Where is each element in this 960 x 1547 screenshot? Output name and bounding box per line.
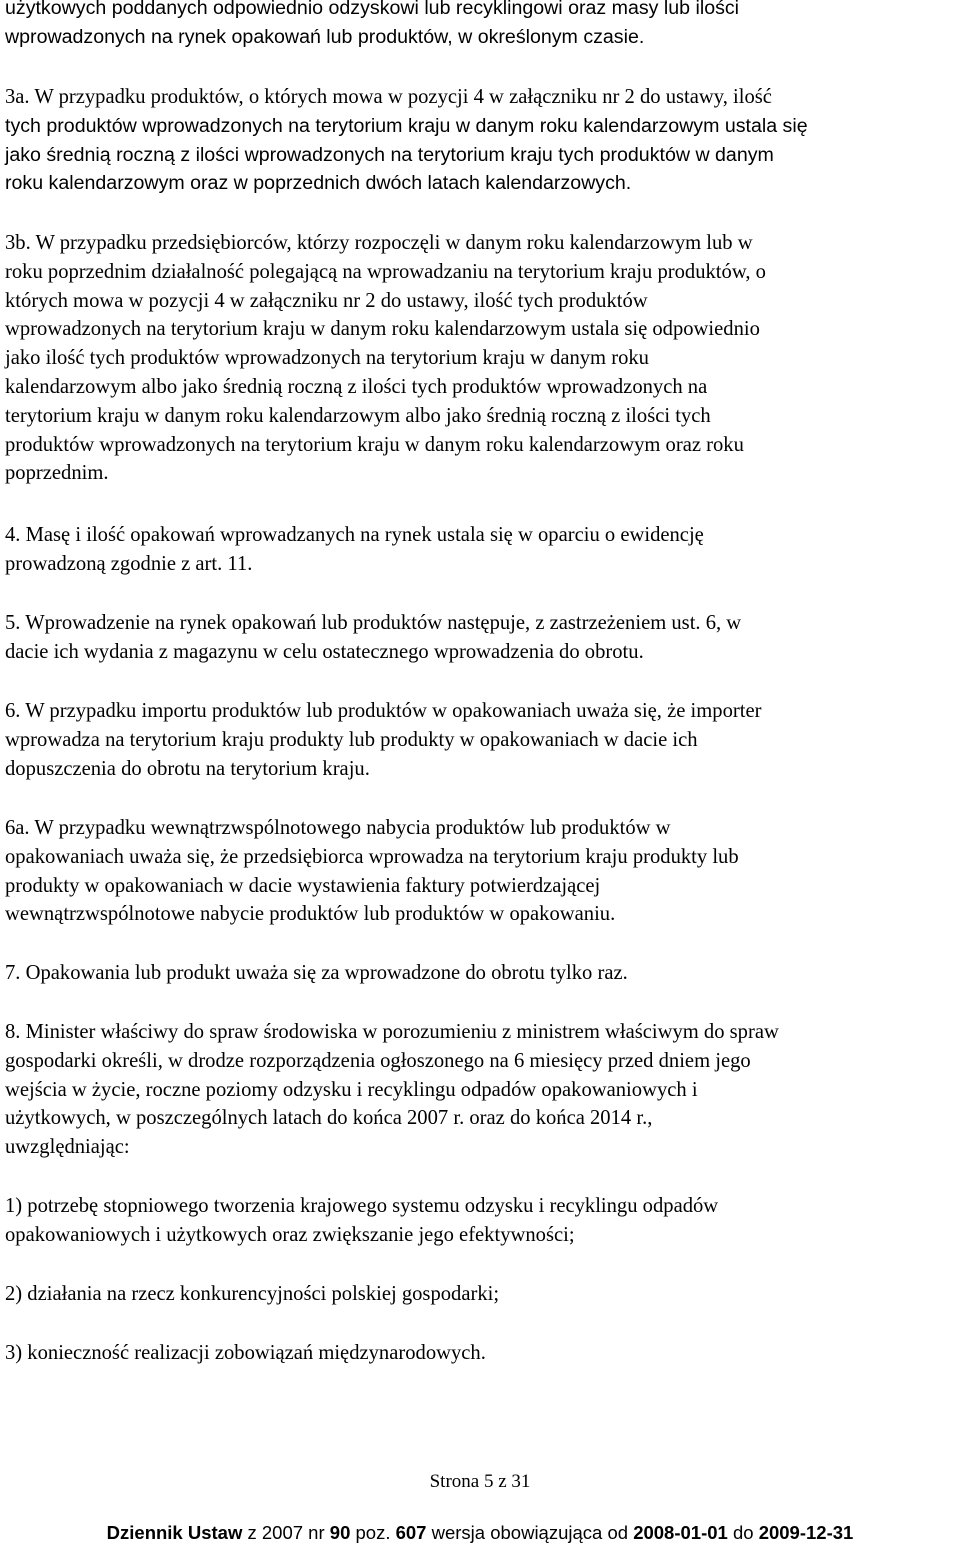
text-line: 6. W przypadku importu produktów lub produktów w opakowaniach uważa się, że importer [5, 700, 762, 722]
list-item-8-2 [5, 1280, 499, 1309]
paragraph-intro [5, 0, 739, 52]
text-line: kalendarzowym albo jako średnią roczną z ilości tych produktów wprowadzonych na [5, 375, 708, 398]
text-line: jako ilość tych produktów wprowadzonych na terytorium kraju w danym roku [5, 347, 649, 370]
text-line: wprowadzonych na terytorium kraju w danym roku kalendarzowym ustala się odpowiednio [5, 318, 760, 341]
text-line: terytorium kraju w danym roku kalendarzowym albo jako średnią roczną z ilości tych [5, 404, 711, 427]
footer-to-label: do [732, 1522, 754, 1543]
text-line: których mowa w pozycji 4 w załączniku nr 2 do ustawy, ilość tych produktów [5, 289, 648, 312]
footer-valid-to: 2009-12-31 [758, 1522, 854, 1543]
text-line: 2) działania na rzecz konkurencyjności polskiej gospodarki; [5, 1283, 500, 1305]
paragraph-3a [5, 83, 808, 198]
footer-journal: Dziennik Ustaw [106, 1522, 243, 1543]
text-line: uwzględniając: [5, 1136, 130, 1159]
text-line: gospodarki określi, w drodze rozporządzenia ogłoszonego na 6 miesięcy przed dniem jego [5, 1049, 751, 1072]
text-line: 8. Minister właściwy do spraw środowiska w porozumieniu z ministrem właściwym do spraw [5, 1021, 779, 1043]
paragraph-8 [5, 1018, 779, 1162]
paragraph-6 [5, 697, 761, 783]
text-line: produktów wprowadzonych na terytorium kraju w danym roku kalendarzowym oraz roku [5, 433, 744, 456]
text-line: poprzednim. [5, 462, 109, 485]
text-line: jako średnią roczną z ilości wprowadzonych na terytorium kraju tych produktów w danym [5, 143, 774, 166]
list-item-8-3 [5, 1339, 486, 1368]
footer-number: 90 [329, 1522, 351, 1543]
text-line: dacie ich wydania z magazynu w celu ostatecznego wprowadzenia do obrotu. [5, 640, 644, 663]
text-line: tych produktów wprowadzonych na terytorium kraju w danym roku kalendarzowym ustala się [5, 114, 808, 137]
text-line: opakowaniowych i użytkowych oraz zwiększanie jego efektywności; [5, 1223, 575, 1246]
paragraph-7 [5, 959, 628, 988]
text-line: wejścia w życie, roczne poziomy odzysku i recyklingu odpadów opakowaniowych i [5, 1078, 698, 1101]
text-line: wprowadza na terytorium kraju produkty lub produkty w opakowaniach w dacie ich [5, 728, 698, 751]
text-line: użytkowych, w poszczególnych latach do końca 2007 r. oraz do końca 2014 r., [5, 1107, 653, 1130]
text-line: roku kalendarzowym oraz w poprzednich dwóch latach kalendarzowych. [5, 172, 632, 195]
footer-valid-from: 2008-01-01 [633, 1522, 728, 1543]
footer-version-label: wersja obowiązująca od [431, 1522, 629, 1543]
text-line: roku poprzednim działalność polegającą na wprowadzaniu na terytorium kraju produktów, o [5, 260, 766, 283]
footer-year-prefix: z 2007 nr [247, 1522, 325, 1543]
text-line: dopuszczenia do obrotu na terytorium kraju. [5, 757, 370, 780]
footer-position: 607 [395, 1522, 427, 1543]
paragraph-5 [5, 609, 741, 667]
text-line: 4. Masę i ilość opakowań wprowadzanych na rynek ustala się w oparciu o ewidencję [5, 524, 704, 546]
text-line: użytkowych poddanych odpowiednio odzyskowi lub recyklingowi oraz masy lub ilości [5, 0, 740, 19]
text-line: wewnątrzwspólnotowe nabycie produktów lub produktów w opakowaniu. [5, 903, 616, 926]
text-line: wprowadzonych na rynek opakowań lub produktów, w określonym czasie. [5, 25, 645, 48]
text-line: 6a. W przypadku wewnątrzwspólnotowego nabycia produktów lub produktów w [5, 817, 671, 839]
text-line: 3b. W przypadku przedsiębiorców, którzy rozpoczęli w danym roku kalendarzowym lub w [5, 232, 753, 254]
list-item-8-1 [5, 1192, 718, 1250]
document-footer [0, 1522, 960, 1544]
text-line: 7. Opakowania lub produkt uważa się za wprowadzone do obrotu tylko raz. [5, 962, 628, 984]
text-line: 3) konieczność realizacji zobowiązań międzynarodowych. [5, 1342, 486, 1364]
text-line: 1) potrzebę stopniowego tworzenia krajowego systemu odzysku i recyklingu odpadów [5, 1195, 719, 1217]
text-line: 3a. W przypadku produktów, o których mowa w pozycji 4 w załączniku nr 2 do ustawy, ilość [5, 86, 772, 108]
footer-pos-label: poz. [355, 1522, 391, 1543]
text-line: produkty w opakowaniach w dacie wystawienia faktury potwierdzającej [5, 874, 601, 897]
paragraph-3b [5, 229, 766, 488]
paragraph-6a [5, 814, 739, 929]
paragraph-4 [5, 521, 704, 579]
text-line: prowadzoną zgodnie z art. 11. [5, 552, 253, 575]
page-number: Strona 5 z 31 [429, 1471, 531, 1492]
text-line: opakowaniach uważa się, że przedsiębiorca wprowadza na terytorium kraju produkty lub [5, 845, 739, 868]
text-line: 5. Wprowadzenie na rynek opakowań lub produktów następuje, z zastrzeżeniem ust. 6, w [5, 612, 742, 634]
